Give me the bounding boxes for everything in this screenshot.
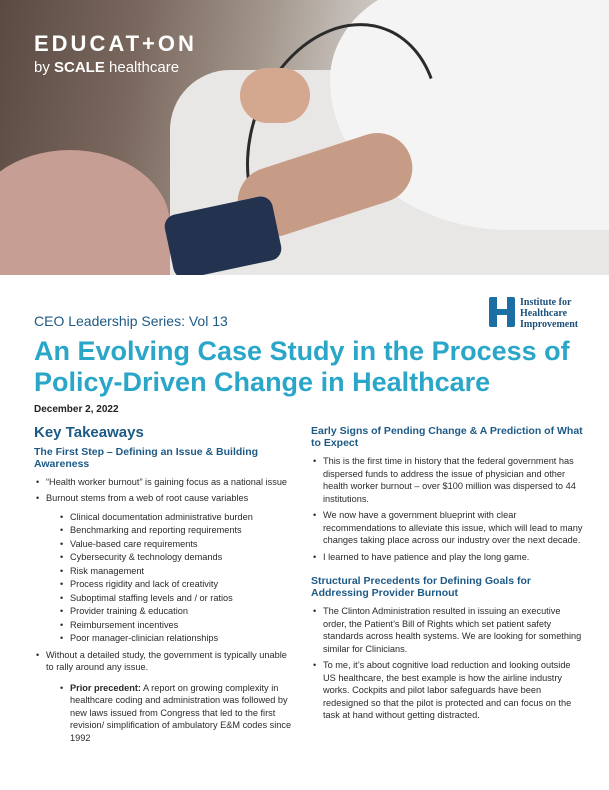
list-item: • Cybersecurity & technology demands: [58, 551, 292, 564]
causes-list: [58, 511, 292, 645]
ihi-line2: Healthcare: [520, 308, 568, 319]
ihi-text: [520, 297, 578, 330]
right-column: [311, 425, 583, 726]
list-item: • Process rigidity and lack of creativity: [58, 578, 292, 591]
left-column: [34, 425, 292, 744]
ihi-logo: [489, 297, 578, 330]
document-date: December 2, 2022: [34, 404, 119, 415]
list-item: • This is the first time in history that the federal government has dispersed funds to address the issue of physician and other health worker burnout – over $100 million was dispersed to 44 institutions.: [311, 455, 583, 505]
list-item: • The Clinton Administration resulted in issuing an executive order, the Patient’s Bill of Rights which set patient safety standards across health systems. We are looking for something similar for Clinicians.: [311, 605, 583, 655]
education-logo: [34, 32, 197, 78]
list-item: • Reimbursement incentives: [58, 619, 292, 632]
logo-line2: [34, 58, 197, 78]
list-item: • Without a detailed study, the government is typically unable to rally around any issue.: [34, 649, 292, 674]
ihi-line3: Improvement: [520, 319, 579, 330]
list-item: • Provider training & education: [58, 605, 292, 618]
hero-hand-shape: [240, 68, 310, 123]
list-item: • Value-based care requirements: [58, 538, 292, 551]
list-item: • We now have a government blueprint with clear recommendations to alleviate this issue, which will lead to many changes taking place across our industry over the next decade.: [311, 509, 583, 547]
document-title: An Evolving Case Study in the Process of Policy-Driven Change in Healthcare: [34, 336, 570, 397]
ihi-mark-icon: [489, 297, 515, 327]
left-bullets-2: [34, 649, 292, 674]
right-bullets-2: [311, 605, 583, 722]
list-item: • Burnout stems from a web of root cause variables: [34, 492, 292, 505]
list-item: • “Health worker burnout” is gaining focus as a national issue: [34, 476, 292, 489]
list-item: • I learned to have patience and play the long game.: [311, 551, 583, 564]
prior-precedent: [58, 682, 292, 745]
logo-suffix: healthcare: [109, 59, 180, 76]
list-item: • Poor manager-clinician relationships: [58, 632, 292, 645]
list-item: • Suboptimal staffing levels and / or ratios: [58, 592, 292, 605]
list-item: • Clinical documentation administrative burden: [58, 511, 292, 524]
list-item: • To me, it’s about cognitive load reduction and looking outside US healthcare, the best example is how the airline industry works. Cockpits and pilot labor safeguards have been redesigned so that the pilot is protected and can focus on the task at hand without getting distracted.: [311, 659, 583, 722]
first-step-heading: The First Step – Defining an Issue & Building Awareness: [34, 445, 259, 470]
hero-image: [0, 0, 609, 275]
logo-bold: SCALE: [54, 59, 105, 76]
ihi-line1: Institute for: [520, 297, 572, 308]
list-item: • Benchmarking and reporting requirements: [58, 524, 292, 537]
hero-patient-shape: [0, 150, 170, 275]
logo-prefix: by: [34, 59, 50, 76]
right-bullets-1: [311, 455, 583, 563]
series-label: CEO Leadership Series: Vol 13: [34, 313, 228, 329]
early-signs-heading: Early Signs of Pending Change & A Prediction of What to Expect: [311, 425, 583, 449]
prior-label: Prior precedent:: [70, 682, 141, 693]
prior-text: A report on growing complexity in healthcare coding and administration was followed by new laws issued from Congress that led to the first revision/ simplification of ambulatory E&M codes since 1992: [70, 682, 292, 743]
logo-line1: EDUCAT+ON: [34, 31, 197, 56]
left-bullets: [34, 476, 292, 505]
list-item: • Risk management: [58, 565, 292, 578]
key-takeaways-heading: Key Takeaways: [34, 424, 144, 441]
structural-precedents-heading: Structural Precedents for Defining Goals for Addressing Provider Burnout: [311, 575, 531, 599]
